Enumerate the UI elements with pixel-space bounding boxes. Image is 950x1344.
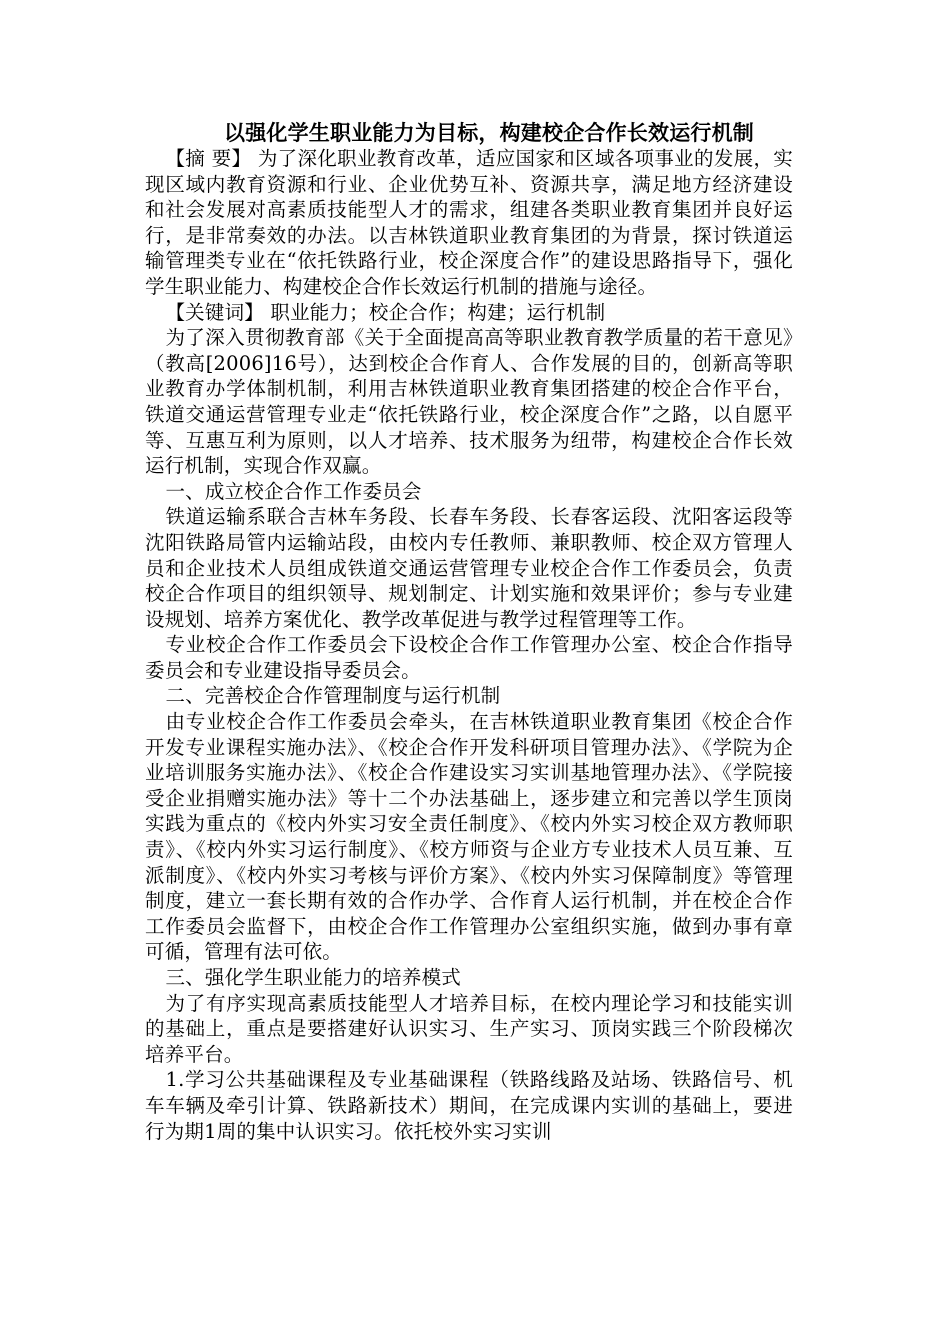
section-3-paragraph-2: 1.学习公共基础课程及专业基础课程（铁路线路及站场、铁路信号、机车车辆及牵引计算、铁路新技术）期间，在完成课内实训的基础上，要进行为期1周的集中认识实习。依托校外实习实训 (145, 1068, 793, 1143)
section-1-heading: 一、成立校企合作工作委员会 (165, 479, 422, 503)
keywords-paragraph: 【关键词】 职业能力；校企合作；构建；运行机制 (165, 300, 606, 324)
intro-paragraph: 为了深入贯彻教育部《关于全面提高高等职业教育教学质量的若干意见》（教高[2006]16号），达到校企合作育人、合作发展的目的，创新高等职业教育办学体制机制，利用吉林铁道职业教育集团搭建的校企合作平台，铁道交通运营管理专业走“依托铁路行业，校企深度合作”之路，以自愿平等、互惠互利为原则，以人才培养、技术服务为纽带，构建校企合作长效运行机制，实现合作双赢。 (145, 326, 793, 478)
abstract-paragraph: 【摘 要】 为了深化职业教育改革，适应国家和区域各项事业的发展，实现区域内教育资源和行业、企业优势互补、资源共享，满足地方经济建设和社会发展对高素质技能型人才的需求，组建各类职业教育集团并良好运行，是非常奏效的办法。以吉林铁道职业教育集团的为背景，探讨铁道运输管理类专业在“依托铁路行业，校企深度合作”的建设思路指导下，强化学生职业能力、构建校企合作长效运行机制的措施与途径。 (145, 147, 793, 298)
section-1-paragraph-2: 专业校企合作工作委员会下设校企合作工作管理办公室、校企合作指导委员会和专业建设指导委员会。 (145, 633, 793, 682)
section-2-heading: 二、完善校企合作管理制度与运行机制 (165, 684, 501, 708)
section-1-paragraph-1: 铁道运输系联合吉林车务段、长春车务段、长春客运段、沈阳客运段等沈阳铁路局管内运输站段，由校内专任教师、兼职教师、校企双方管理人员和企业技术人员组成铁道交通运营管理专业校企合作工作委员会，负责校企合作项目的组织领导、规划制定、计划实施和效果评价；参与专业建设规划、培养方案优化、教学改革促进与教学过程管理等工作。 (145, 505, 793, 631)
document-page (145, 118, 793, 1144)
document-title: 以强化学生职业能力为目标，构建校企合作长效运行机制 (224, 120, 754, 145)
section-2-paragraph-1: 由专业校企合作工作委员会牵头，在吉林铁道职业教育集团《校企合作开发专业课程实施办法》、《校企合作开发科研项目管理办法》、《学院为企业培训服务实施办法》、《校企合作建设实习实训基地管理办法》、《学院接受企业捐赠实施办法》等十二个办法基础上，逐步建立和完善以学生顶岗实践为重点的《校内外实习安全责任制度》、《校内外实习校企双方教师职责》、《校内外实习运行制度》、《校方师资与企业方专业技术人员互兼、互派制度》、《校内外实习考核与评价方案》、《校内外实习保障制度》等管理制度，建立一套长期有效的合作办学、合作育人运行机制，并在校企合作工作委员会监督下，由校企合作工作管理办公室组织实施，做到办事有章可循，管理有法可依。 (145, 710, 793, 964)
section-3-heading: 三、强化学生职业能力的培养模式 (165, 966, 461, 989)
section-3-paragraph-1: 为了有序实现高素质技能型人才培养目标，在校内理论学习和技能实训的基础上，重点是要搭建好认识实习、生产实习、顶岗实践三个阶段梯次培养平台。 (145, 991, 793, 1066)
